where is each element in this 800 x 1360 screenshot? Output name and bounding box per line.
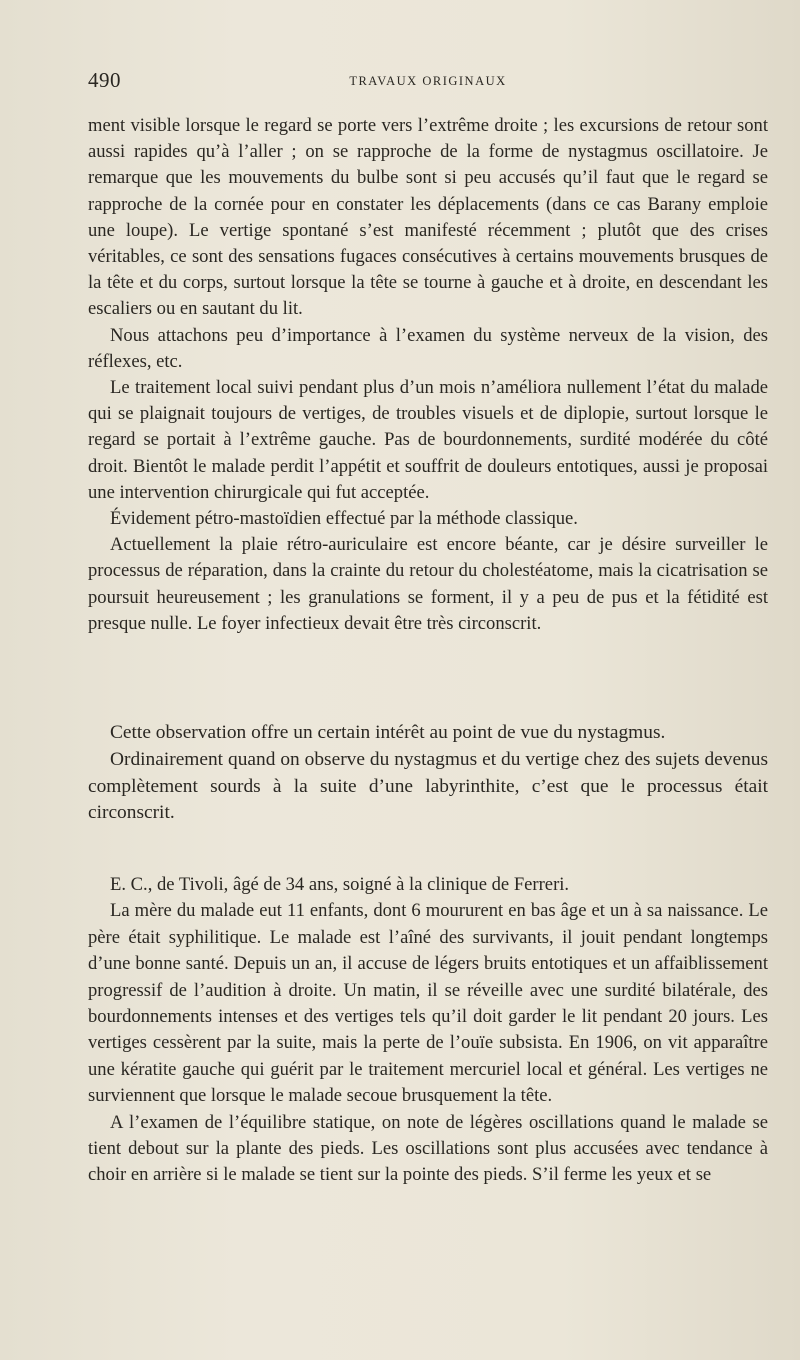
body-text-commentary bbox=[88, 720, 768, 827]
page-header bbox=[88, 68, 768, 98]
running-title: TRAVAUX ORIGINAUX bbox=[349, 74, 507, 88]
paragraph-ordinarily: Ordinairement quand on observe du nystagmus et du vertige chez des sujets devenus complètement sourds à la suite d’une labyrinthite, c’est que le processus était circonscrit. bbox=[88, 748, 768, 824]
paragraph-nervous-system: Nous attachons peu d’importance à l’examen du système nerveux de la vision, des réflexes, etc. bbox=[88, 324, 768, 372]
paragraph-equilibrium-exam: A l’examen de l’équilibre statique, on note de légères oscillations quand le malade se tient debout sur la plante des pieds. Les oscillations sont plus accusées avec tendance à choir en arrière si le malade se tient sur la pointe des pieds. S’il ferme les yeux et se bbox=[88, 1111, 768, 1186]
body-text-case bbox=[88, 872, 768, 1189]
paragraph-treatment: Le traitement local suivi pendant plus d’un mois n’améliora nullement l’état du malade qui se plaignait toujours de vertiges, de troubles visuels et de diplopie, surtout lorsque le regard se portait à l’extrême gauche. Pas de bourdonnements, surdité modérée du côté droit. Bientôt le malade perdit l’appétit et souffrit de douleurs entotiques, aussi je proposai une intervention chirurgicale qui fut acceptée. bbox=[88, 377, 768, 503]
paragraph-case-title: E. C., de Tivoli, âgé de 34 ans, soigné à la clinique de Ferreri. bbox=[110, 874, 570, 895]
paragraph-continuation: ment visible lorsque le regard se porte vers l’extrême droite ; les excursions de retour sont aussi rapides qu’à l’aller ; on se rapproche de la forme de nystagmus oscillatoire. Je remarque que les mouvements du bulbe sont si peu accusés qu’il faut que le regard se rapproche de la cornée pour en constater les déplacements (dans ce cas Barany emploie une loupe). Le vertige spontané s’est manifesté récemment ; plutôt que des crises véritables, ce sont des sensations fugaces consécutives à certains mouvements brusques de la tête et du corps, surtout lorsque la tête se tourne à gauche et à droite, en descendant les escaliers ou en sautant du lit. bbox=[88, 115, 768, 320]
page-number: 490 bbox=[88, 68, 121, 92]
paragraph-case-history: La mère du malade eut 11 enfants, dont 6 moururent en bas âge et un à sa naissance. Le père était syphilitique. Le malade est l’aîné des survivants, il jouit pendant longtemps d’une bonne santé. Depuis un an, il accuse de légers bruits entotiques et un affaiblissement progressif de l’audition à droite. Un matin, il se réveille avec une surdité bilatérale, des bourdonnements intenses et des vertiges tels qu’il doit garder le lit pendant 20 jours. Les vertiges cessèrent par la suite, mais la perte de l’ouïe subsista. En 1906, on vit apparaître une kératite gauche qui guérit par le traitement mercuriel local et général. Les vertiges ne surviennent que lorsque le malade secoue brusquement la tête. bbox=[88, 900, 768, 1107]
paragraph-observation-interest: Cette observation offre un certain intérêt au point de vue du nystagmus. bbox=[110, 722, 666, 743]
body-text-top bbox=[88, 113, 768, 637]
paragraph-procedure: Évidement pétro-mastoïdien effectué par la méthode classique. bbox=[110, 508, 578, 530]
paragraph-current-state: Actuellement la plaie rétro-auriculaire est encore béante, car je désire surveiller le processus de réparation, dans la crainte du retour du cholestéatome, mais la cicatrisation se poursuit heureusement ; les granulations se forment, il y a peu de pus et la fétidité est presque nulle. Le foyer infectieux devait être très circonscrit. bbox=[88, 534, 768, 634]
